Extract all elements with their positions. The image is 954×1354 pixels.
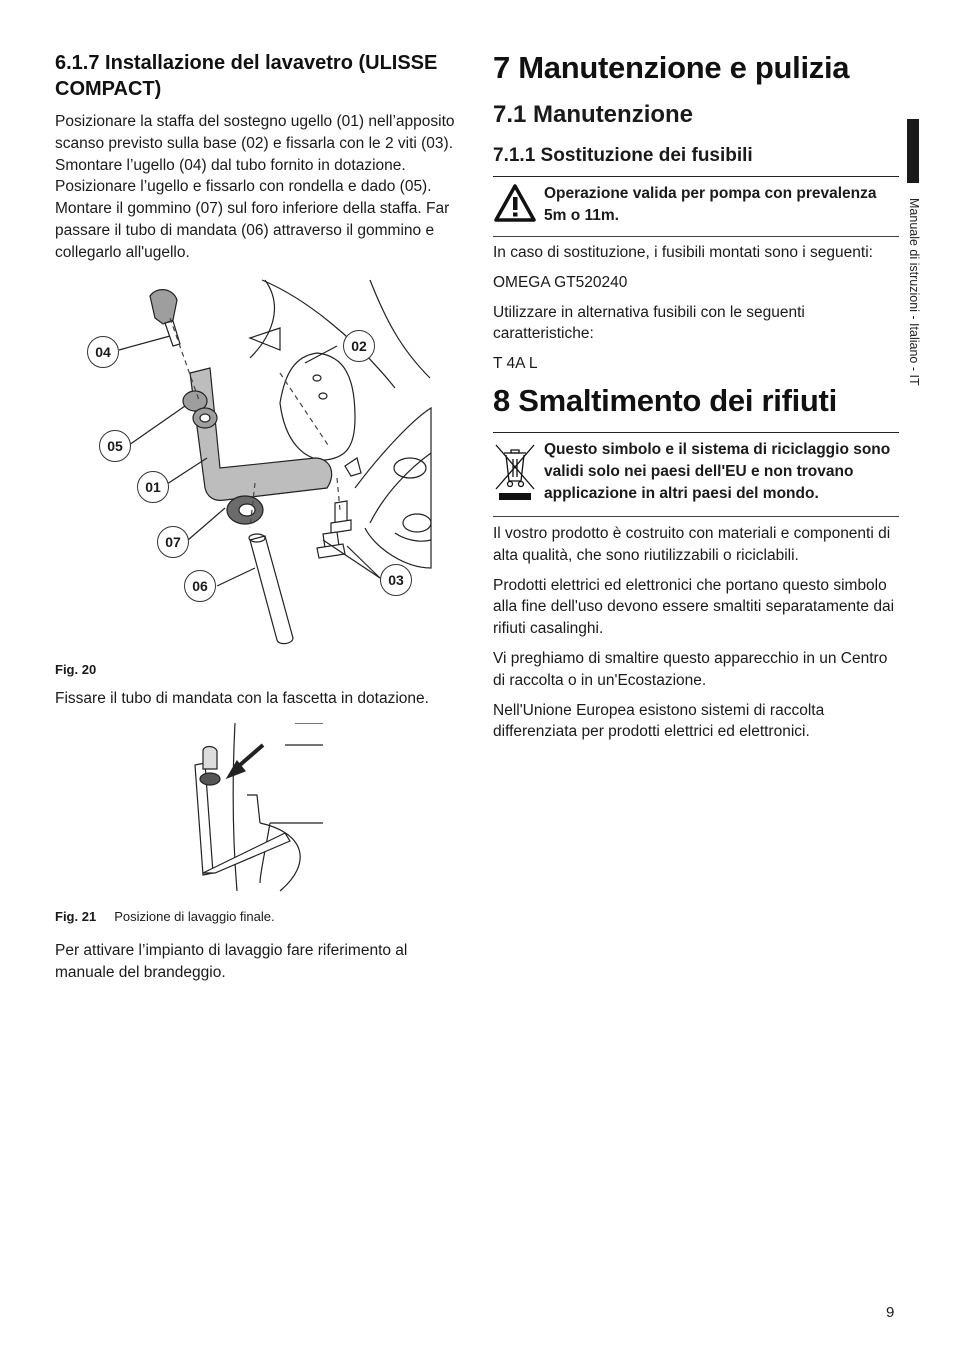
figure-21 [55, 723, 465, 925]
sidebar-marker [907, 119, 919, 183]
washing-activation-note: Per attivare l’impianto di lavaggio fare riferimento al manuale del brandeggio. [55, 942, 408, 982]
callout-06: 06 [184, 570, 216, 602]
final-wash-position-diagram [55, 723, 465, 893]
weee-note [493, 432, 899, 517]
callout-04: 04 [87, 336, 119, 368]
figure-21-caption-text: Posizione di lavaggio finale. [114, 909, 275, 925]
disposal-paragraph-4: Nell'Unione Europea esistono sistemi di raccolta differenziata per prodotti elettrici ed elettronici. [493, 701, 825, 741]
left-column [55, 50, 465, 992]
section-title-6-1-7: 6.1.7 Installazione del lavavetro (ULISSE COMPACT) [55, 52, 438, 100]
install-instructions: Posizionare la staffa del sostegno ugello (01) nell’apposito scanso previsto sulla base (02) e fissarla con le 2 viti (03). Smontare l’ugello (04) dal tubo fornito in dotazione. Posizionare l’ugello e fissarlo con rondella e dado (05). Montare il gommino (07) sul foro inferiore della staffa. Far passare il tubo di mandata (06) attraverso il gommino e collegarlo all'ugello. [55, 113, 455, 261]
weee-note-text: Questo simbolo e il sistema di riciclaggio sono validi solo nei paesi dell'EU e non trovano applicazione in altri paesi del mondo. [544, 440, 891, 502]
crossed-bin-icon [493, 439, 537, 508]
callout-03: 03 [380, 564, 412, 596]
section-7-1-1-title: 7.1.1 Sostituzione dei fusibili [493, 145, 753, 166]
callout-05: 05 [99, 430, 131, 462]
callout-02: 02 [343, 330, 375, 362]
callout-07: 07 [157, 526, 189, 558]
chapter-8-title: 8 Smaltimento dei rifiuti [493, 382, 837, 418]
disposal-paragraph-2: Prodotti elettrici ed elettronici che portano questo simbolo alla fine dell'uso devono essere smaltiti separatamente dai rifiuti casalinghi. [493, 576, 895, 638]
figure-21-label: Fig. 21 [55, 909, 97, 925]
page-number: 9 [886, 1304, 895, 1321]
disposal-paragraph-1: Il vostro prodotto è costruito con materiali e componenti di alta qualità, che sono riutilizzabili o riciclabili. [493, 524, 891, 564]
fuse-model: OMEGA GT520240 [493, 273, 628, 291]
disposal-paragraph-3: Vi preghiamo di smaltire questo apparecchio in un Centro di raccolta o in un'Ecostazione. [493, 649, 888, 689]
fuse-alt: T 4A L [493, 355, 538, 373]
warning-note-text: Operazione valida per pompa con prevalenza 5m o 11m. [544, 185, 877, 224]
right-column [493, 50, 899, 751]
nozzle-assembly-diagram [55, 278, 465, 658]
section-7-1-title: 7.1 Manutenzione [493, 101, 694, 128]
clamp-instruction: Fissare il tubo di mandata con la fascetta in dotazione. [55, 689, 429, 707]
figure-21-caption [55, 909, 275, 924]
figure-20-label: Fig. 20 [55, 661, 97, 677]
warning-note [493, 176, 899, 237]
chapter-7-title: 7 Manutenzione e pulizia [493, 50, 850, 85]
fuse-alt-intro: Utilizzare in alternativa fusibili con le seguenti caratteristiche: [493, 303, 805, 343]
fuse-intro: In caso di sostituzione, i fusibili montati sono i seguenti: [493, 244, 873, 261]
figure-20-caption [55, 662, 114, 677]
sidebar-manual-label: Manuale di istruzioni - Italiano - IT [907, 198, 921, 386]
callout-01: 01 [137, 471, 169, 503]
figure-20 [55, 278, 465, 683]
warning-triangle-icon [493, 183, 537, 228]
